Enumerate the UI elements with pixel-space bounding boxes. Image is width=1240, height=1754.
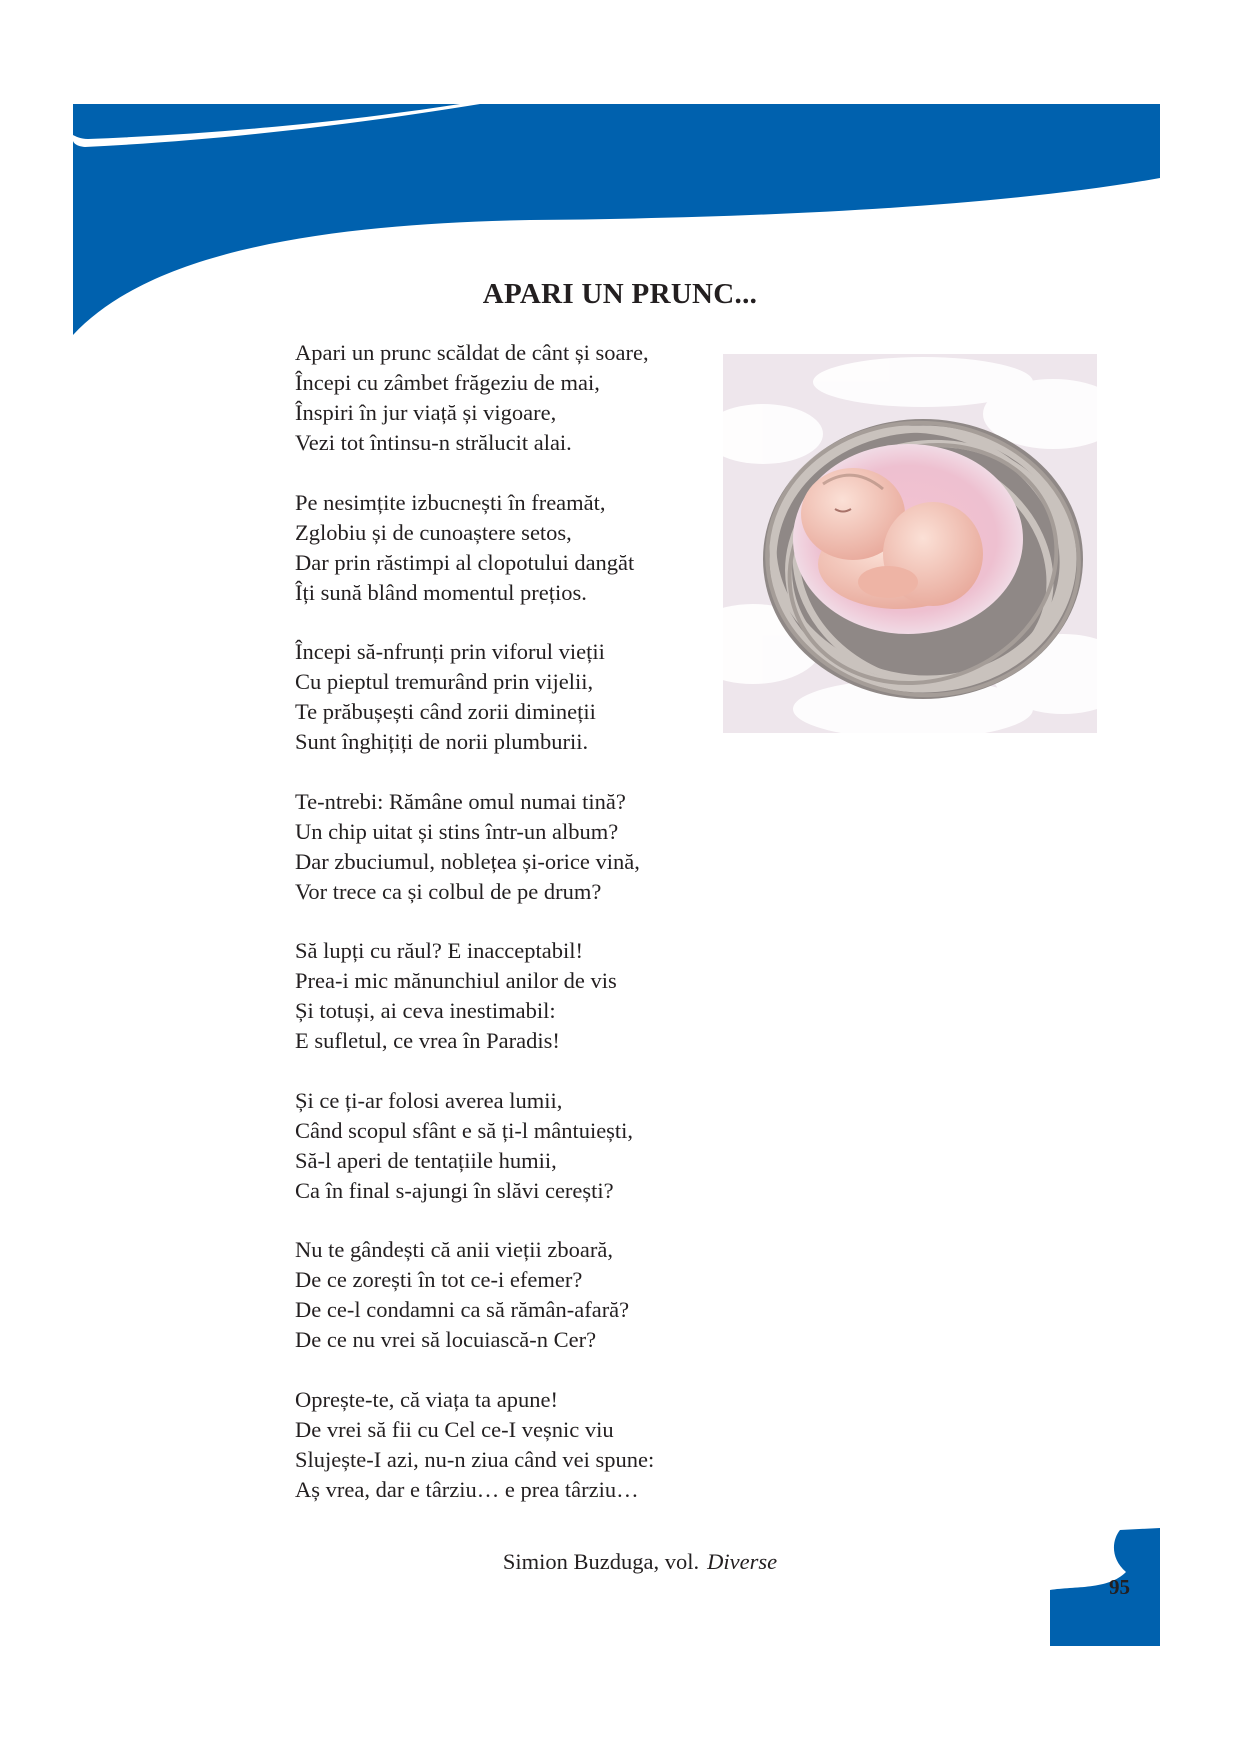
poem-line: Înspiri în jur viață și vigoare, xyxy=(295,400,557,425)
poem-line: De vrei să fii cu Cel ce-I veșnic viu xyxy=(295,1416,614,1442)
poem-line: Și totuși, ai ceva inestimabil: xyxy=(295,998,556,1023)
poem-line: Când scopul sfânt e să ți-l mântuiești, xyxy=(295,1117,634,1143)
poem-line: Dar prin răstimpi al clopotului dangăt xyxy=(295,549,635,575)
poem-line: Începi să-nfrunți prin viforul vieții xyxy=(295,639,605,664)
baby-in-nest-illustration xyxy=(723,354,1097,733)
baby-in-nest-photo xyxy=(723,354,1097,733)
poem-line: Un chip uitat și stins într-un album? xyxy=(295,818,619,844)
poem-line: Prea-i mic mănunchiul anilor de vis xyxy=(295,968,617,993)
poem-line: Vezi tot întinsu-n strălucit alai. xyxy=(295,430,572,455)
poem-line: Sunt înghițiți de norii plumburii. xyxy=(295,729,589,754)
poem-line: Cu pieptul tremurând prin vijelii, xyxy=(295,669,594,694)
poem-line: De ce zorești în tot ce-i efemer? xyxy=(295,1267,583,1292)
stanza xyxy=(295,488,725,608)
poem-line: E sufletul, ce vrea în Paradis! xyxy=(295,1028,560,1053)
poem-line: Te prăbușești când zorii dimineții xyxy=(295,699,596,724)
poem-line: Slujește-I azi, nu-n ziua când vei spune: xyxy=(295,1446,655,1472)
poem xyxy=(295,338,725,1534)
page-number: 95 xyxy=(1109,1575,1130,1599)
poem-line: Nu te gândești că anii vieții zboară, xyxy=(295,1237,613,1262)
page-title: APARI UN PRUNC... xyxy=(482,278,758,310)
poem-line: Apari un prunc scăldat de cânt și soare, xyxy=(295,340,649,365)
poem-line: De ce-l condamni ca să rămân-afară? xyxy=(295,1297,630,1322)
poem-line: Aș vrea, dar e târziu… e prea târziu… xyxy=(295,1476,639,1502)
poem-line: Să-l aperi de tentațiile humii, xyxy=(295,1147,557,1173)
poem-line: Dar zbuciumul, noblețea și-orice vină, xyxy=(295,848,640,874)
author-signature xyxy=(440,1549,840,1575)
poem-line: Vor trece ca și colbul de pe drum? xyxy=(295,878,602,904)
poem-line: Începi cu zâmbet frăgeziu de mai, xyxy=(295,370,600,395)
stanza xyxy=(295,936,725,1056)
poem-line: Pe nesimțite izbucnești în freamăt, xyxy=(295,489,606,515)
stanza xyxy=(295,1086,725,1206)
poem-line: De ce nu vrei să locuiască-n Cer? xyxy=(295,1327,597,1352)
stanza xyxy=(295,787,725,907)
stanza xyxy=(295,338,725,458)
poem-line: Ca în final s-ajungi în slăvi cerești? xyxy=(295,1177,614,1203)
poem-line: Să lupți cu răul? E inacceptabil! xyxy=(295,938,584,963)
poem-line: Oprește-te, că viața ta apune! xyxy=(295,1386,558,1412)
stanza xyxy=(295,637,725,757)
poem-line: Zglobiu și de cunoaștere setos, xyxy=(295,519,572,545)
stanza xyxy=(295,1385,725,1505)
poem-line: Și ce ți-ar folosi averea lumii, xyxy=(295,1087,563,1113)
volume-title: Diverse xyxy=(707,1549,778,1574)
poem-line: Îți sună blând momentul prețios. xyxy=(295,579,587,605)
poem-line: Te-ntrebi: Rămâne omul numai tină? xyxy=(295,788,626,814)
stanza xyxy=(295,1235,725,1355)
author-name: Simion Buzduga, vol. xyxy=(502,1549,700,1574)
